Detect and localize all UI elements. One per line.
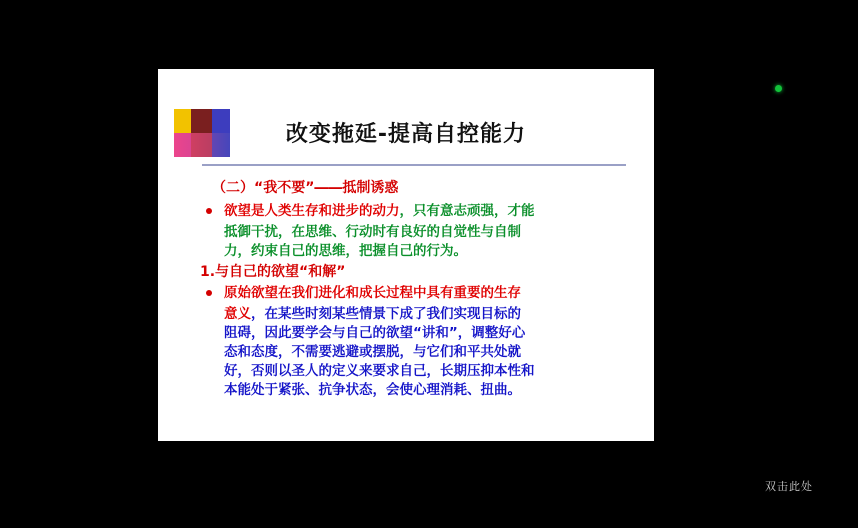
paragraph-line: 好，否则以圣人的定义来要求自己，长期压抑本性和: [224, 363, 535, 379]
paragraph-line: ，在某些时刻某些情景下成了我们实现目标的: [251, 306, 521, 322]
paragraph-line-wrap: [194, 362, 624, 381]
paragraph-bullet: [194, 284, 624, 303]
placeholder-watermark: [758, 474, 858, 494]
paragraph-line-wrap: [194, 381, 624, 400]
paragraph-line-wrap: [194, 343, 624, 362]
bullet-segment-emphasis: 欲望是人类生存和进步的动力: [224, 203, 400, 219]
paragraph-line: 本能处于紧张、抗争状态，会使心理消耗、扭曲。: [224, 382, 521, 398]
placeholder-watermark-text: 双击此处: [765, 480, 813, 493]
bullet-continuation: [194, 223, 624, 242]
paragraph-line: 阻碍，因此要学会与自己的欲望“讲和”，调整好心: [224, 325, 526, 341]
paragraph-line: 态和态度，不需要逃避或摆脱，与它们和平共处就: [224, 344, 521, 360]
bullet-dot-icon: [206, 290, 212, 296]
presentation-slide[interactable]: [158, 69, 813, 493]
slide-body: [194, 179, 624, 400]
paragraph-line: 原始欲望在我们进化和成长过程中具有重要的生存: [224, 285, 521, 301]
paragraph-line: 意义: [224, 306, 251, 322]
section-heading: （二）“我不要”――抵制诱惑: [212, 180, 399, 196]
bullet-segment-body: ，只有意志顽强，才能: [399, 203, 535, 219]
bullet-continuation: [194, 242, 624, 261]
title-divider: [202, 164, 626, 166]
bullet-continuation-text: 抵御干扰，在思维、行动时有良好的自觉性与自制: [224, 224, 521, 240]
numbered-heading: 1.与自己的欲望“和解”: [200, 264, 346, 280]
recording-indicator-dot: [775, 85, 782, 92]
bullet-dot-icon: [206, 208, 212, 214]
bullet-item: [194, 202, 624, 221]
paragraph-line-wrap: [194, 324, 624, 343]
bullet-continuation-text: 力，约束自己的思维，把握自己的行为。: [224, 243, 467, 259]
slide-title: 改变拖延-提高自控能力: [285, 122, 527, 147]
paragraph-line-wrap: [194, 305, 624, 324]
